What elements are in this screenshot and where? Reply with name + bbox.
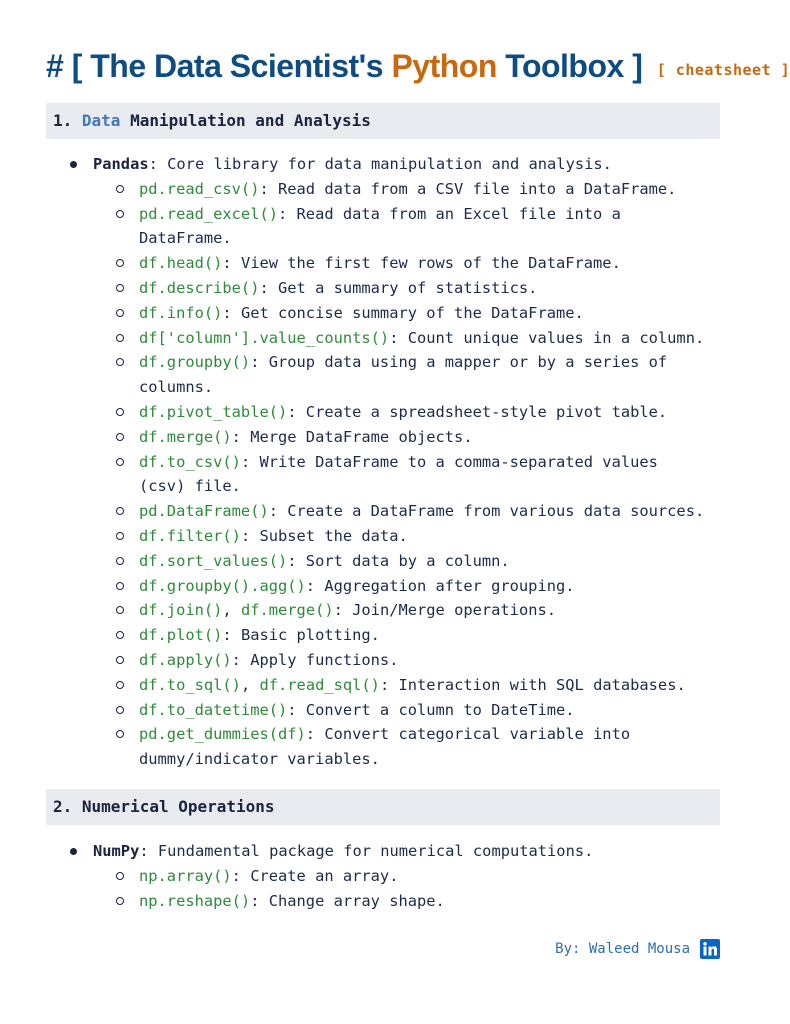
function-desc: : Change array shape. xyxy=(250,891,445,910)
section-header-2 xyxy=(46,789,720,825)
footer xyxy=(555,936,720,962)
title-rest: Toolbox ] xyxy=(496,48,643,84)
function-name: df['column'].value_counts() xyxy=(139,328,390,347)
function-name: pd.get_dummies(df) xyxy=(139,725,306,744)
function-name: df.filter() xyxy=(139,526,241,545)
list-item-continuation: (csv) file. xyxy=(139,477,241,496)
bullet-circle-icon xyxy=(116,259,124,267)
function-desc: : Create an array. xyxy=(231,866,399,885)
list-item-continuation: columns. xyxy=(139,378,214,397)
separator: , xyxy=(240,675,260,694)
list-item xyxy=(0,450,768,475)
bullet-circle-icon xyxy=(116,532,124,540)
list-item xyxy=(0,400,768,425)
function-desc: : View the first few rows of the DataFrame. xyxy=(222,254,621,273)
library-name: Pandas xyxy=(93,155,149,173)
section-title: Manipulation and Analysis xyxy=(120,111,371,130)
function-name: np.reshape() xyxy=(139,891,251,910)
list-item xyxy=(0,425,768,450)
function-name: df.read_sql() xyxy=(259,675,380,694)
bullet-dot-icon xyxy=(70,161,77,168)
title-accent: Python xyxy=(391,48,497,84)
bullet-circle-icon xyxy=(116,656,124,664)
list-item-library xyxy=(0,152,768,177)
library-name: NumPy xyxy=(93,842,140,860)
list-item xyxy=(0,864,768,889)
list-item xyxy=(0,698,768,723)
library-desc: : Core library for data manipulation and analysis. xyxy=(148,155,612,173)
function-desc: : Get a summary of statistics. xyxy=(259,278,538,297)
function-name: df.apply() xyxy=(139,650,232,669)
function-desc: : Merge DataFrame objects. xyxy=(231,427,473,446)
function-desc: : Join/Merge operations. xyxy=(333,601,557,620)
function-desc: : Get concise summary of the DataFrame. xyxy=(222,303,584,322)
bullet-circle-icon xyxy=(116,185,124,193)
function-name: df.merge() xyxy=(139,427,232,446)
bullet-circle-icon xyxy=(116,681,124,689)
function-name: df.groupby().agg() xyxy=(139,576,306,595)
list-item xyxy=(0,648,768,673)
list-item xyxy=(0,251,768,276)
list-item xyxy=(0,177,768,202)
bullet-circle-icon xyxy=(116,210,124,218)
list-item xyxy=(0,673,768,698)
function-name: np.array() xyxy=(139,866,232,885)
section-1-list xyxy=(0,152,768,772)
list-item xyxy=(0,276,768,301)
list-item xyxy=(0,623,768,648)
section-title: Numerical Operations xyxy=(72,797,275,816)
list-item xyxy=(0,549,768,574)
section-header-1 xyxy=(46,103,720,139)
library-desc: : Fundamental package for numerical computations. xyxy=(139,842,594,860)
linkedin-icon[interactable] xyxy=(700,939,720,959)
list-item-continuation: DataFrame. xyxy=(139,229,232,248)
function-name: df.describe() xyxy=(139,278,260,297)
function-name: df.plot() xyxy=(139,626,223,645)
function-desc: : Create a DataFrame from various data sources. xyxy=(268,502,705,521)
list-item xyxy=(0,350,768,375)
function-list xyxy=(0,864,768,914)
list-item xyxy=(0,574,768,599)
function-name: df.head() xyxy=(139,254,223,273)
list-item xyxy=(0,889,768,914)
function-desc: : Subset the data. xyxy=(240,526,408,545)
bullet-circle-icon xyxy=(116,730,124,738)
bullet-circle-icon xyxy=(116,631,124,639)
section-highlight: Data xyxy=(81,111,121,130)
bullet-circle-icon xyxy=(116,309,124,317)
bullet-circle-icon xyxy=(116,334,124,342)
bullet-circle-icon xyxy=(116,706,124,714)
function-name: df.pivot_table() xyxy=(139,402,288,421)
bullet-circle-icon xyxy=(116,433,124,441)
function-desc: : Create a spreadsheet-style pivot table. xyxy=(287,402,668,421)
list-item xyxy=(0,722,768,747)
function-name: df.to_datetime() xyxy=(139,700,288,719)
function-desc: : Convert categorical variable into xyxy=(305,725,631,744)
function-desc: : Read data from an Excel file into a xyxy=(278,204,621,223)
list-item-continuation: dummy/indicator variables. xyxy=(139,750,380,769)
function-name: pd.read_excel() xyxy=(139,204,278,223)
list-item xyxy=(0,326,768,351)
function-desc: : Write DataFrame to a comma-separated values xyxy=(240,452,658,471)
function-desc: : Interaction with SQL databases. xyxy=(379,675,686,694)
author-credit: By: Waleed Mousa xyxy=(555,941,690,957)
separator: , xyxy=(222,601,241,620)
function-name: pd.read_csv() xyxy=(139,179,260,198)
function-desc: : Apply functions. xyxy=(231,650,399,669)
function-name: df.to_csv() xyxy=(139,452,241,471)
function-name: df.to_sql() xyxy=(139,675,241,694)
list-item xyxy=(0,499,768,524)
bullet-circle-icon xyxy=(116,358,124,366)
bullet-circle-icon xyxy=(116,284,124,292)
list-item xyxy=(0,524,768,549)
title-main: # [ The Data Scientist's xyxy=(46,48,392,84)
title-subtitle: [ cheatsheet ] xyxy=(656,61,790,79)
function-desc: : Sort data by a column. xyxy=(287,551,510,570)
list-item xyxy=(0,202,768,227)
bullet-circle-icon xyxy=(116,408,124,416)
bullet-circle-icon xyxy=(116,606,124,614)
section-number: 1. xyxy=(53,111,73,130)
bullet-circle-icon xyxy=(116,872,124,880)
list-item xyxy=(0,301,768,326)
section-number: 2. xyxy=(53,797,73,816)
bullet-circle-icon xyxy=(116,458,124,466)
list-item xyxy=(0,598,768,623)
function-desc: : Basic plotting. xyxy=(222,626,380,645)
function-name: df.join() xyxy=(139,601,223,620)
function-desc: : Group data using a mapper or by a series of xyxy=(250,353,668,372)
function-desc: : Read data from a CSV file into a DataFrame. xyxy=(259,179,677,198)
function-name: pd.DataFrame() xyxy=(139,502,269,521)
function-name: df.groupby() xyxy=(139,353,251,372)
function-desc: : Aggregation after grouping. xyxy=(305,576,575,595)
function-list xyxy=(0,177,768,772)
bullet-dot-icon xyxy=(70,848,77,855)
bullet-circle-icon xyxy=(116,582,124,590)
function-name: df.merge() xyxy=(240,601,334,620)
bullet-circle-icon xyxy=(116,897,124,905)
bullet-circle-icon xyxy=(116,557,124,565)
function-desc: : Count unique values in a column. xyxy=(389,328,705,347)
page-title xyxy=(46,44,790,88)
function-name: df.sort_values() xyxy=(139,551,288,570)
bullet-circle-icon xyxy=(116,507,124,515)
section-2-list xyxy=(0,839,768,913)
list-item-library xyxy=(0,839,768,864)
function-desc: : Convert a column to DateTime. xyxy=(287,700,575,719)
function-name: df.info() xyxy=(139,303,223,322)
